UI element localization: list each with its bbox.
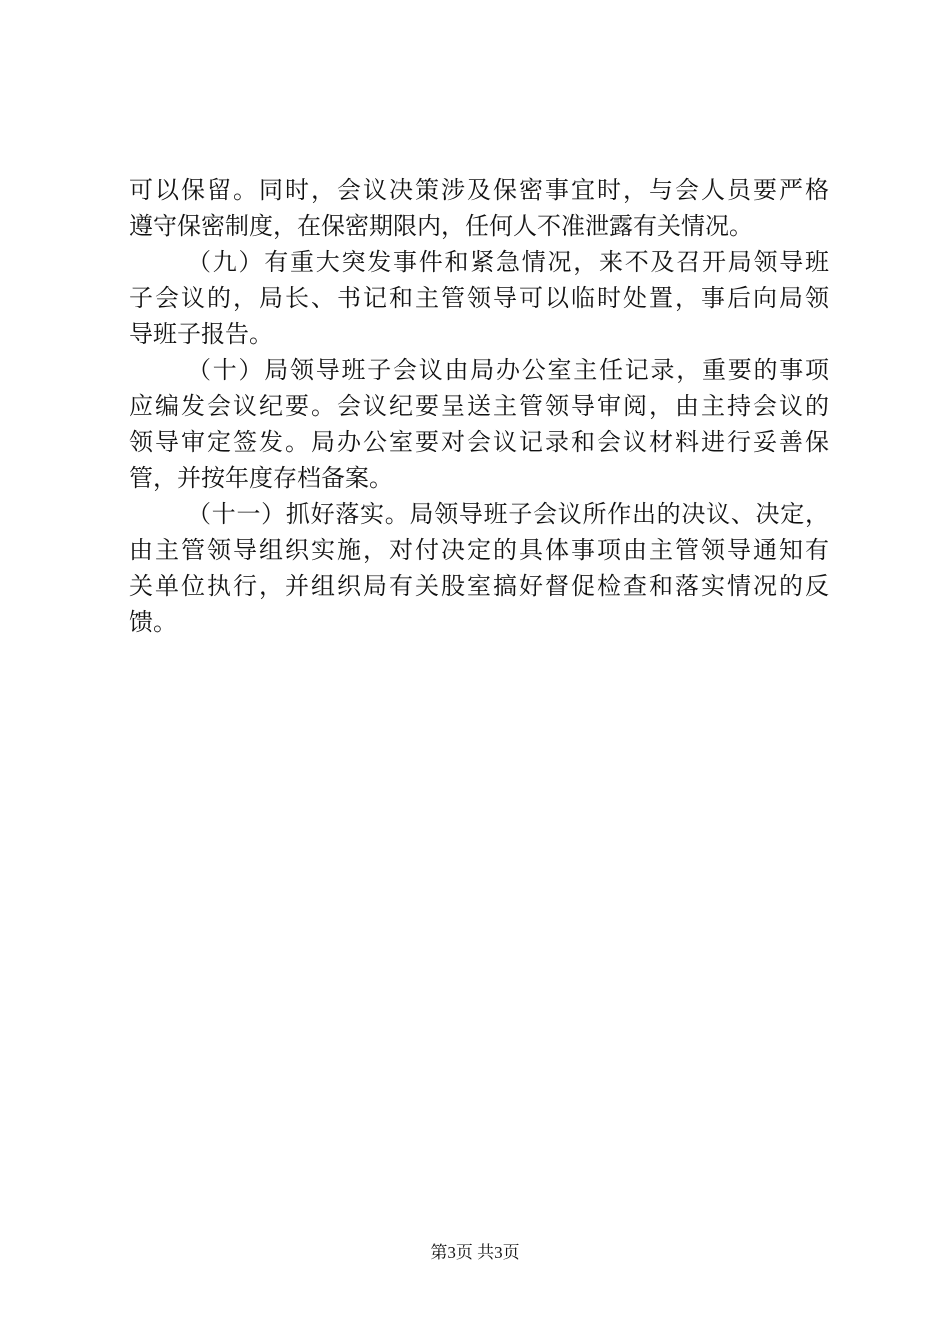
text-line: （十）局领导班子会议由局办公室主任记录，重要的事项 [187, 356, 829, 384]
paragraph-item-11 [129, 496, 829, 640]
text-line: 应编发会议纪要。会议纪要呈送主管领导审阅，由主持会议的 [129, 392, 829, 420]
text-line: 可以保留。同时，会议决策涉及保密事宜时，与会人员要严格 [129, 176, 829, 204]
text-line: （九）有重大突发事件和紧急情况，来不及召开局领导班 [187, 248, 829, 276]
paragraph-item-9 [129, 244, 829, 352]
page-footer [0, 1242, 950, 1264]
text-line: 导班子报告。 [129, 320, 273, 348]
text-line: （十一）抓好落实。局领导班子会议所作出的决议、决定， [187, 500, 829, 528]
text-line: 关单位执行，并组织局有关股室搞好督促检查和落实情况的反 [129, 572, 829, 600]
text-line: 遵守保密制度，在保密期限内，任何人不准泄露有关情况。 [129, 212, 753, 240]
text-line: 由主管领导组织实施，对付决定的具体事项由主管领导通知有 [129, 536, 829, 564]
text-line: 馈。 [129, 608, 177, 636]
page-number: 第3页 共3页 [430, 1243, 520, 1262]
document-body [129, 172, 829, 640]
paragraph-continuation [129, 172, 829, 244]
text-line: 领导审定签发。局办公室要对会议记录和会议材料进行妥善保 [129, 428, 829, 456]
text-line: 管，并按年度存档备案。 [129, 464, 393, 492]
paragraph-item-10 [129, 352, 829, 496]
text-line: 子会议的，局长、书记和主管领导可以临时处置，事后向局领 [129, 284, 829, 312]
